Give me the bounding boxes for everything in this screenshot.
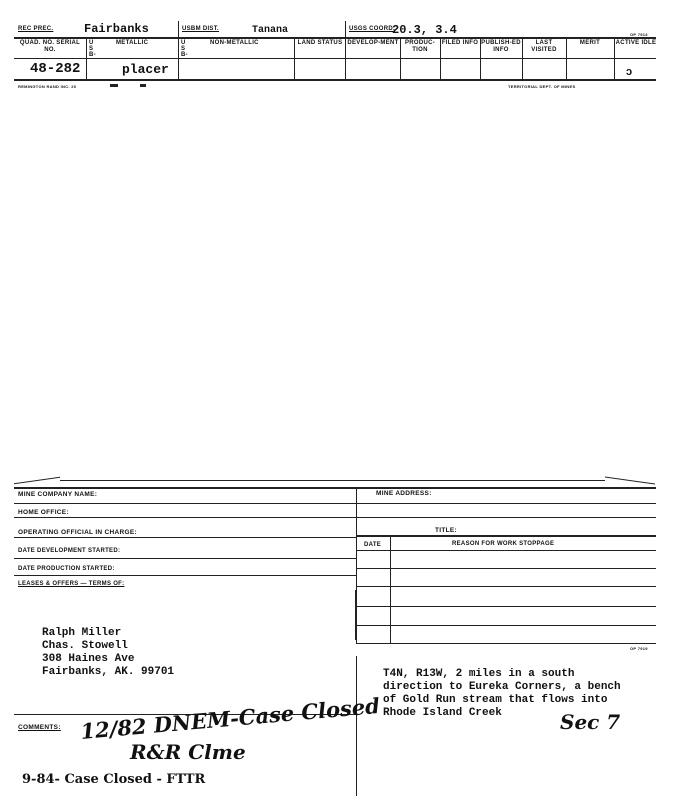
comments-label: COMMENTS: bbox=[18, 724, 61, 731]
usbm-dist-value: Tanana bbox=[252, 25, 289, 36]
col-last-visited: LAST VISITED bbox=[531, 40, 557, 53]
handwritten-comment-3: 9-84- Case Closed - FTTR bbox=[22, 772, 206, 787]
title-label: TITLE: bbox=[435, 527, 458, 534]
location-line: T4N, R13W, 2 miles in a south bbox=[383, 668, 575, 680]
mine-company-label: MINE COMPANY NAME: bbox=[18, 491, 98, 498]
usgs-coord-value: 20.3, 3.4 bbox=[392, 23, 457, 37]
usb-letters-metallic: U S B- bbox=[89, 40, 96, 58]
leases-line: 308 Haines Ave bbox=[42, 653, 135, 665]
location-line: of Gold Run stream that flows into bbox=[383, 694, 608, 706]
home-office-label: HOME OFFICE: bbox=[18, 509, 69, 516]
rec-prec-label: REC PREC. bbox=[18, 26, 54, 32]
card-footer-right: TERRITORIAL DEPT. OF MINES bbox=[508, 84, 576, 89]
dev-started-label: DATE DEVELOPMENT STARTED: bbox=[18, 548, 121, 554]
col-quad-serial: QUAD. NO. SERIAL NO. bbox=[19, 40, 81, 53]
usb-letters-nonmetallic: U S B- bbox=[181, 40, 188, 58]
card-footer-left: REMINGTON RAND INC. 20 bbox=[18, 84, 77, 89]
mine-address-label: MINE ADDRESS: bbox=[376, 490, 432, 497]
rec-prec-value: Fairbanks bbox=[84, 22, 149, 36]
active-idle-mark: ↄ bbox=[626, 66, 633, 78]
operating-official-label: OPERATING OFFICIAL IN CHARGE: bbox=[18, 529, 137, 536]
col-filed-info: FILED INFO bbox=[441, 40, 479, 46]
card-mark-2 bbox=[140, 84, 146, 87]
location-line: Rhode Island Creek bbox=[383, 707, 502, 719]
quad-number-value: 48-282 bbox=[30, 61, 81, 77]
col-development: DEVELOP-MENT bbox=[347, 40, 399, 46]
col-active-idle: ACTIVE IDLE bbox=[615, 40, 657, 46]
handwritten-sec: Sec 7 bbox=[560, 710, 621, 734]
date-column-label: DATE bbox=[364, 542, 382, 548]
leases-line: Fairbanks, AK. 99701 bbox=[42, 666, 175, 678]
leases-text bbox=[42, 627, 174, 679]
handwritten-comment-1: 12/82 DNEM-Case Closed bbox=[79, 692, 381, 745]
leases-line: Chas. Stowell bbox=[42, 640, 128, 652]
location-line: direction to Eureka Corners, a bench bbox=[383, 681, 621, 693]
col-production: PRODUC-TION bbox=[404, 40, 436, 53]
col-metallic: METALLIC bbox=[116, 40, 149, 46]
leases-label: LEASES & OFFERS — TERMS OF: bbox=[18, 581, 125, 587]
card-mark-1 bbox=[110, 84, 118, 87]
col-merit: MERIT bbox=[579, 40, 601, 46]
usbm-dist-label: USBM DIST. bbox=[182, 26, 220, 32]
col-non-metallic: NON-METALLIC bbox=[210, 40, 259, 46]
metallic-value: placer bbox=[122, 62, 169, 77]
handwritten-comment-2: R&R Clme bbox=[130, 740, 246, 764]
usgs-coord-label: USGS COORD. bbox=[349, 26, 395, 32]
leases-line: Ralph Miller bbox=[42, 627, 122, 639]
col-published-info: PUBLISH-ED INFO bbox=[481, 40, 521, 53]
prod-started-label: DATE PRODUCTION STARTED: bbox=[18, 566, 115, 572]
reason-column-label: REASON FOR WORK STOPPAGE bbox=[452, 541, 555, 547]
form-number: OP 7914 bbox=[630, 32, 648, 37]
col-land-status: LAND STATUS bbox=[297, 40, 343, 46]
bottom-form-number: OP 7919 bbox=[630, 646, 648, 651]
